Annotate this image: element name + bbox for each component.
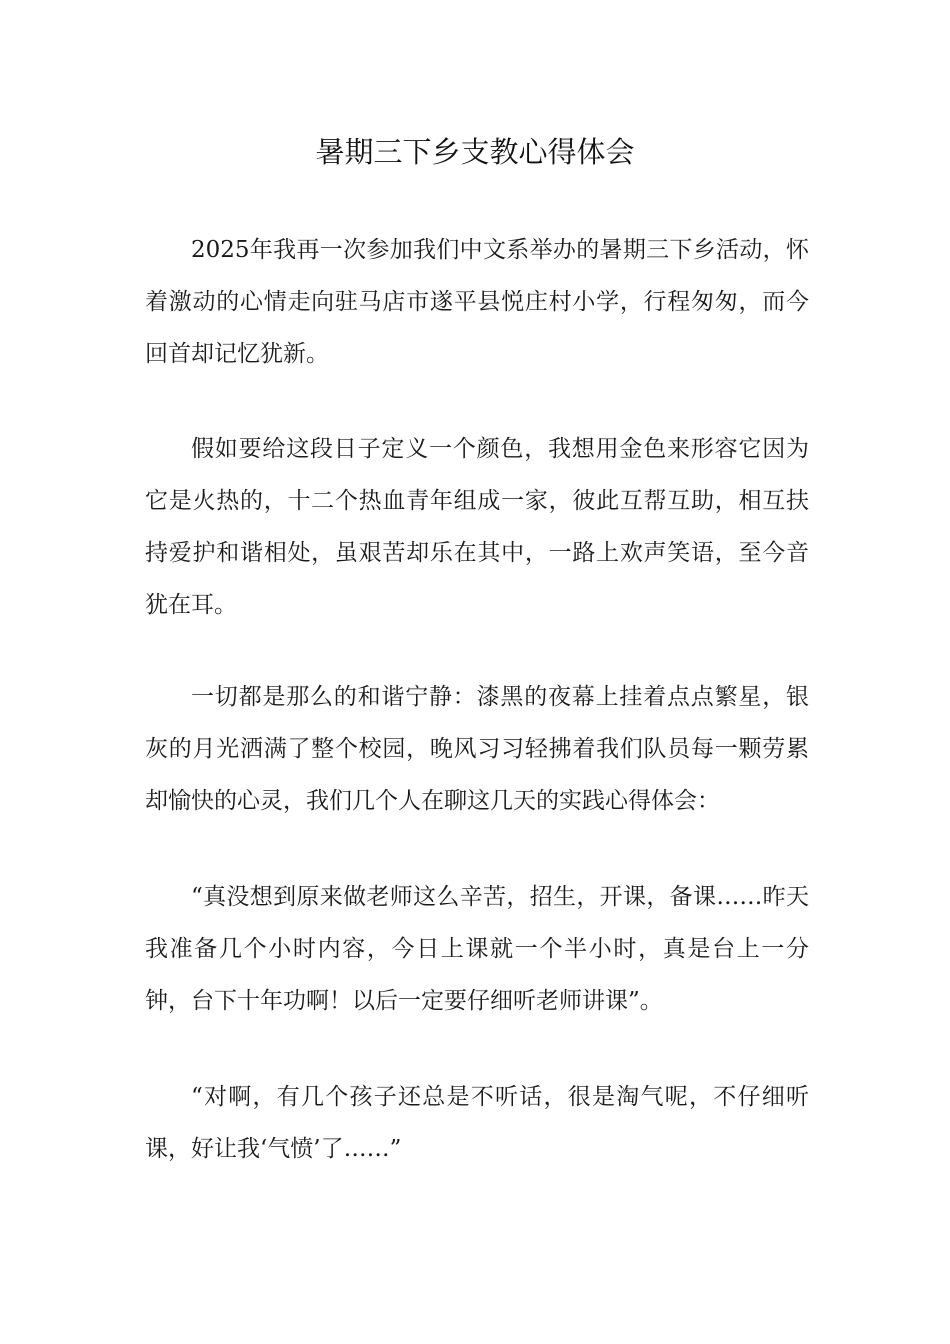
- paragraph-5: “对啊，有几个孩子还总是不听话，很是淘气呢，不仔细听课，好让我‘气愤’了……”: [145, 1084, 809, 1162]
- paragraph-1: 2025年我再一次参加我们中文系举办的暑期三下乡活动，怀着激动的心情走向驻马店市遂平县悦庄村小学，行程匆匆，而今回首却记忆犹新。: [145, 237, 809, 367]
- paragraph-3: 一切都是那么的和谐宁静：漆黑的夜幕上挂着点点繁星，银灰的月光洒满了整个校园，晚风习习轻拂着我们队员每一颗劳累却愉快的心灵，我们几个人在聊这几天的实践心得体会：: [145, 684, 809, 814]
- document-title: 暑期三下乡支教心得体会: [315, 135, 635, 169]
- paragraph-4: “真没想到原来做老师这么辛苦，招生，开课，备课……昨天我准备几个小时内容，今日上课就一个半小时，真是台上一分钟，台下十年功啊！以后一定要仔细听老师讲课”。: [145, 884, 809, 1014]
- paragraph-2: 假如要给这段日子定义一个颜色，我想用金色来形容它因为它是火热的，十二个热血青年组成一家，彼此互帮互助，相互扶持爱护和谐相处，虽艰苦却乐在其中，一路上欢声笑语，至今音犹在耳。: [145, 436, 809, 618]
